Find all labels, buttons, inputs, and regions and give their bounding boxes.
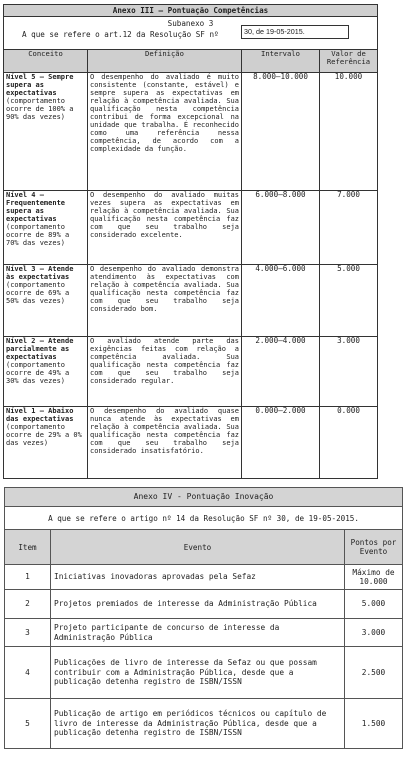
annex-iv-header-row (5, 530, 403, 565)
item-cell: 1 (5, 565, 51, 590)
level-detail: (comportamento ocorre de 49% a 30% das vezes) (6, 361, 70, 385)
header-definicao: Definição (88, 50, 242, 73)
table-row (5, 565, 403, 590)
table-row (4, 191, 378, 265)
annex-iii-table-region (3, 4, 377, 479)
reference-value-cell: 7.000 (320, 191, 378, 265)
interval-cell: 8.000–10.000 (242, 73, 320, 191)
item-cell: 2 (5, 590, 51, 619)
table-row (4, 337, 378, 407)
definition-cell: O avaliado atende parte das exigências feitas com relação a competência avaliada. Sua qualificação nesta competência faz com que seu trabalho seja considerado regular. (88, 337, 242, 407)
reference-value-cell: 5.000 (320, 265, 378, 337)
pontos-cell: 1.500 (345, 699, 403, 749)
table-row (5, 647, 403, 699)
subanexo-label: Subanexo 3 (167, 19, 214, 28)
level-detail: (comportamento ocorre de 69% a 50% das vezes) (6, 281, 70, 305)
interval-cell: 0.000–2.000 (242, 407, 320, 479)
item-cell: 3 (5, 619, 51, 647)
header-pontos-por-evento: Pontos por Evento (345, 530, 403, 565)
definition-cell: O desempenho do avaliado é muito consistente (constante, estável) e sempre supera as expectativas em relação à competência avaliada. Sua qualificação nesta competência contribui de forma excepcional na unidade que trabalha. É reconhecido como uma referência nessa competência, de acordo com a complexidade da função. (88, 73, 242, 191)
annex-iii-reference: A que se refere o art.12 da Resolução SF nº (22, 30, 219, 39)
level-title: Nível 3 – Atende às expectativas (6, 265, 74, 281)
interval-cell: 6.000–8.000 (242, 191, 320, 265)
reference-value-cell: 3.000 (320, 337, 378, 407)
evento-cell: Publicação de artigo em periódicos técnicos ou capítulo de livro de interesse da Administração Pública, desde que a publicação detenha registro de ISBN/ISSN (51, 699, 345, 749)
interval-cell: 4.000–6.000 (242, 265, 320, 337)
level-detail: (comportamento ocorre de 29% a 0% das vezes) (6, 423, 82, 447)
reference-value-cell: 0.000 (320, 407, 378, 479)
annex-iv-title: Anexo IV - Pontuação Inovação (5, 488, 403, 507)
table-row (4, 73, 378, 191)
reference-value-cell: 10.000 (320, 73, 378, 191)
annex-iii-reference-date: 30, de 19-05-2015. (241, 25, 349, 39)
conceito-cell (4, 73, 88, 191)
table-row (5, 590, 403, 619)
conceito-cell (4, 265, 88, 337)
conceito-cell (4, 407, 88, 479)
evento-cell: Iniciativas inovadoras aprovadas pela Sefaz (51, 565, 345, 590)
evento-cell: Projeto participante de concurso de interesse da Administração Pública (51, 619, 345, 647)
table-row (5, 699, 403, 749)
level-title: Nível 5 – Sempre supera as expectativas (6, 73, 74, 97)
level-detail: (comportamento ocorre de 100% a 90% das vezes) (6, 97, 74, 121)
definition-cell: O desempenho do avaliado muitas vezes supera as expectativas em relação à competência avaliada. Sua qualificação nesta competência faz com que seu trabalho seja considerado excelente. (88, 191, 242, 265)
item-cell: 5 (5, 699, 51, 749)
table-row (5, 619, 403, 647)
annex-iii-header-row (4, 50, 378, 73)
level-title: Nível 1 – Abaixo das expectativas (6, 407, 74, 423)
definition-cell: O desempenho do avaliado demonstra atendimento às expectativas com relação à competência avaliada. Sua qualificação nesta competência faz com que seu trabalho seja considerado bom. (88, 265, 242, 337)
header-valor-referencia: Valor de Referência (320, 50, 378, 73)
definition-cell: O desempenho do avaliado quase nunca atende às expectativas em relação à competência avaliada. Sua qualificação nesta competência faz com que seu trabalho seja considerado insatisfatório. (88, 407, 242, 479)
table-row (4, 265, 378, 337)
interval-cell: 2.000–4.000 (242, 337, 320, 407)
pontos-cell: Máximo de 10.000 (345, 565, 403, 590)
item-cell: 4 (5, 647, 51, 699)
conceito-cell (4, 337, 88, 407)
level-title: Nível 2 – Atende parcialmente as expectativas (6, 337, 74, 361)
header-conceito: Conceito (4, 50, 88, 73)
level-detail: (comportamento ocorre de 89% a 70% das vezes) (6, 223, 70, 247)
annex-iii-subheader (4, 17, 378, 50)
pontos-cell: 5.000 (345, 590, 403, 619)
annex-iv-table-region (4, 487, 402, 749)
header-item: Item (5, 530, 51, 565)
annex-iv-table (4, 487, 403, 749)
annex-iii-table (3, 4, 378, 479)
conceito-cell (4, 191, 88, 265)
annex-iv-reference: A que se refere o artigo nº 14 da Resolução SF nº 30, de 19-05-2015. (5, 507, 403, 530)
evento-cell: Projetos premiados de interesse da Administração Pública (51, 590, 345, 619)
table-row (4, 407, 378, 479)
level-title: Nível 4 – Frequentemente supera as expectativas (6, 191, 66, 223)
pontos-cell: 2.500 (345, 647, 403, 699)
annex-iii-title: Anexo III – Pontuação Competências (4, 5, 378, 17)
header-evento: Evento (51, 530, 345, 565)
evento-cell: Publicações de livro de interesse da Sefaz ou que possam contribuir com a Administração Pública, desde que a publicação detenha registro de ISBN/ISSN (51, 647, 345, 699)
pontos-cell: 3.000 (345, 619, 403, 647)
header-intervalo: Intervalo (242, 50, 320, 73)
